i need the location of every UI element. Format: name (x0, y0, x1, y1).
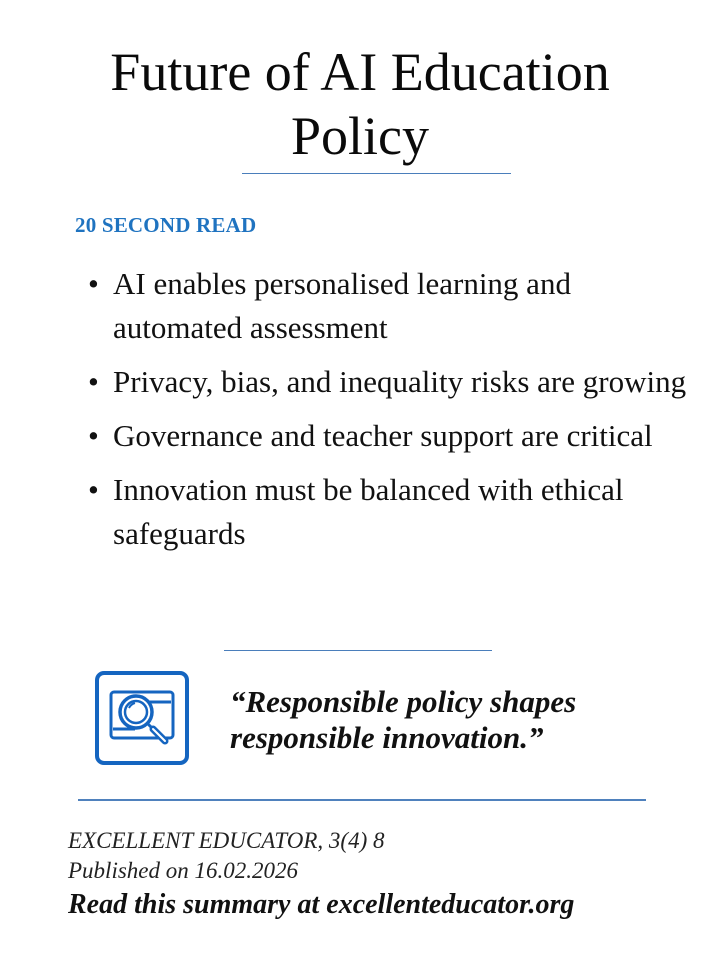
read-time-label: 20 SECOND READ (75, 213, 257, 237)
bullet-dot-icon: • (88, 472, 99, 507)
bullet-dot-icon: • (88, 418, 99, 453)
bullet-dot-icon: • (88, 266, 99, 301)
bullet-dot-icon: • (88, 364, 99, 399)
summary-bullets (88, 262, 688, 566)
magnifier-on-screen-icon (95, 671, 189, 765)
quote-divider (78, 799, 646, 801)
title-line-1: Future of AI Education (110, 42, 610, 102)
footer (68, 826, 574, 924)
bullet-item: • Privacy, bias, and inequality risks are growing (88, 360, 688, 404)
title-divider (242, 173, 511, 174)
read-more-link[interactable]: Read this summary at excellenteducator.org (68, 889, 575, 920)
bullet-item: • Governance and teacher support are critical (88, 414, 688, 458)
published-date: Published on 16.02.2026 (68, 858, 298, 883)
pull-quote: “Responsible policy shapes responsible innovation.” (230, 684, 577, 755)
citation: EXCELLENT EDUCATOR, 3(4) 8 (68, 828, 385, 853)
bullets-divider (224, 650, 492, 651)
page-title (0, 40, 720, 168)
title-line-2: Policy (290, 106, 429, 166)
bullet-item: • AI enables personalised learning and automated assessment (88, 262, 688, 350)
bullet-item: • Innovation must be balanced with ethical safeguards (88, 468, 688, 556)
